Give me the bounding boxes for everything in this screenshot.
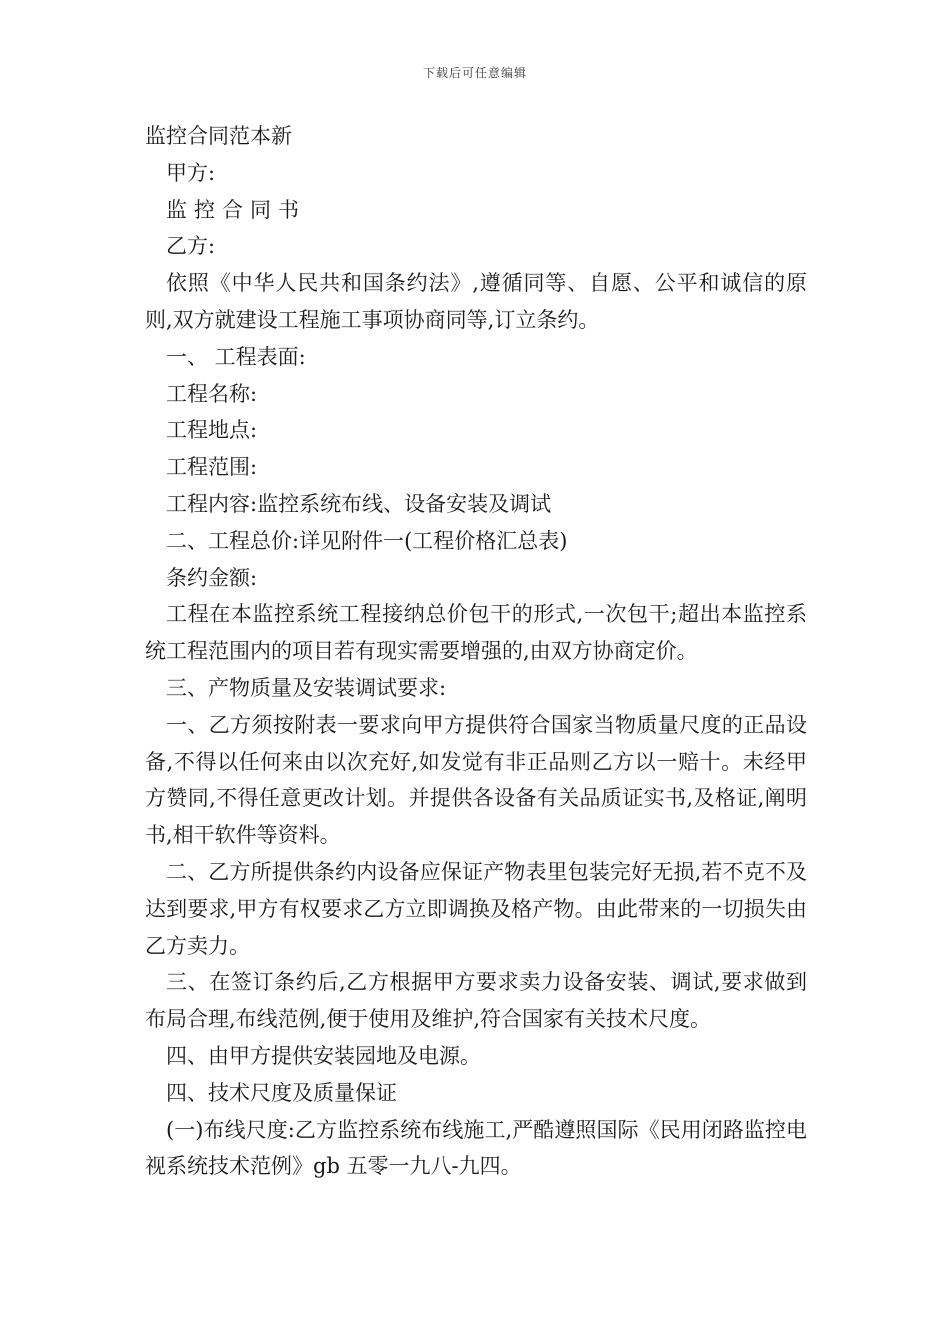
section-heading-technical-standards: 四、技术尺度及质量保证 (166, 1080, 397, 1105)
contract-heading: 监控合同书 (166, 197, 306, 222)
project-name-line: 工程名称: (166, 381, 258, 406)
section-heading-quality-requirements: 三、产物质量及安装调试要求: (166, 675, 447, 700)
preamble-paragraph: 依照《中华人民共和国条约法》,遵循同等、自愿、公平和诚信的原则,双方就建设工程施工事项协商同等,订立条约。 (145, 271, 807, 332)
page-header-watermark: 下载后可任意编辑 (422, 66, 527, 80)
project-location-line: 工程地点: (166, 418, 258, 443)
project-scope-line: 工程范围: (166, 455, 258, 480)
wiring-standard-paragraph: (一)布线尺度:乙方监控系统布线施工,严酷遵照国际《民用闭路监控电视系统技术范例》gb 五零一九八-九四。 (145, 1117, 807, 1179)
clause-1-paragraph: 一、乙方须按附表一要求向甲方提供符合国家当物质量尺度的正品设备,不得以任何来由以次充好,如发觉有非正品则乙方以一赔十。未经甲方赞同,不得任意更改计划。并提供各设备有关品质证实书,及格证,阐明书,相干软件等资料。 (145, 712, 807, 848)
project-content-line: 工程内容:监控系统布线、设备安装及调试 (166, 491, 552, 516)
clause-2-paragraph: 二、乙方所提供条约内设备应保证产物表里包装完好无损,若不克不及达到要求,甲方有权要求乙方立即调换及格产物。由此带来的一切损失由乙方卖力。 (145, 859, 807, 958)
document-title: 监控合同范本新 (145, 124, 292, 148)
party-b-line: 乙方: (166, 234, 216, 259)
section-heading-project-overview: 一、 工程表面: (166, 344, 306, 369)
clause-4-paragraph: 四、由甲方提供安装园地及电源。 (166, 1043, 481, 1068)
document-body (145, 118, 807, 1185)
party-a-line: 甲方: (166, 160, 216, 185)
clause-3-paragraph: 三、在签订条约后,乙方根据甲方要求卖力设备安装、调试,要求做到布局合理,布线范例,便于使用及维护,符合国家有关技术尺度。 (145, 970, 807, 1032)
contract-amount-line: 条约金额: (166, 565, 258, 590)
section-heading-total-price: 二、工程总价:详见附件一(工程价格汇总表) (166, 528, 568, 553)
lump-sum-paragraph: 工程在本监控系统工程接纳总价包干的形式,一次包干;超出本监控系统工程范围内的项目若有现实需要增强的,由双方协商定价。 (145, 602, 807, 664)
